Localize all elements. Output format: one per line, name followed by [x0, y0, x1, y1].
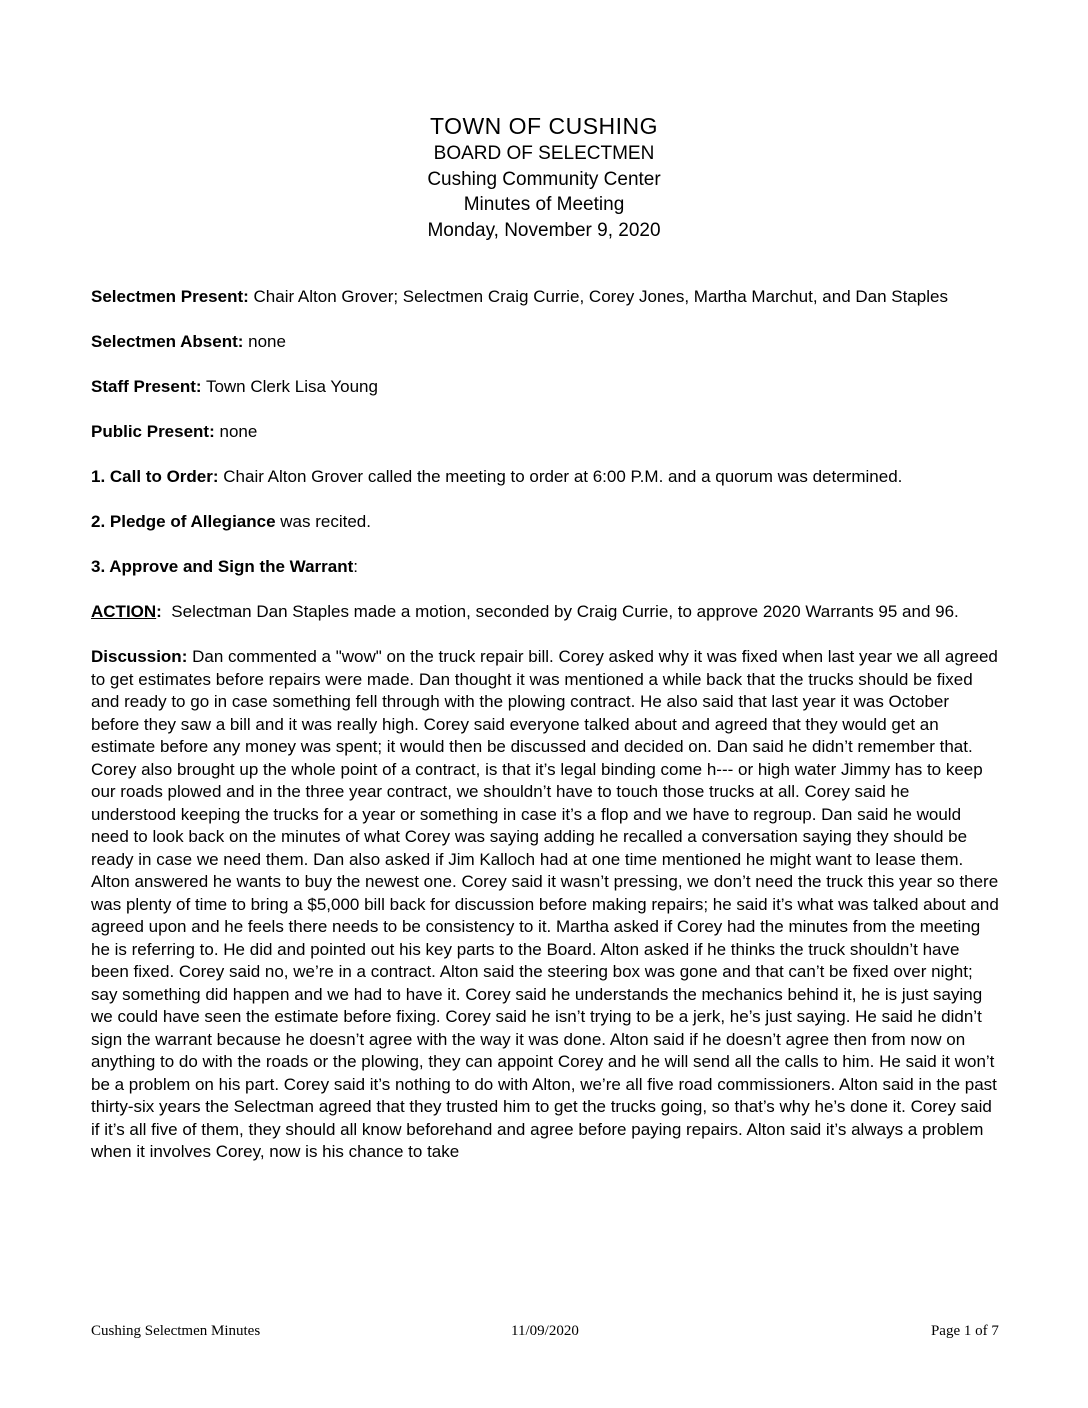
agenda-item-call-to-order: [91, 466, 999, 489]
selectmen-absent-text: none: [243, 332, 286, 351]
doc-subtitle-date: Monday, November 9, 2020: [427, 219, 661, 241]
agenda-item-pledge: [91, 511, 999, 534]
discussion-text: Dan commented a "wow" on the truck repair bill. Corey asked why it was fixed when last year we all agreed to get estimates before repairs were made. Dan thought it was mentioned a while back that the trucks should be fixed and ready to go in case something fell through with the plowing contract. He also said that last year it was October before they saw a bill and it was really high. Corey said everyone talked about and agreed that they would get an estimate before any money was spent; it would then be discussed and decided on. Dan said he didn’t remember that. Corey also brought up the whole point of a contract, is that it’s legal binding come h--- or high water Jimmy has to keep our roads plowed and in the three year contract, we shouldn’t have to touch those trucks at all. Corey said he understood keeping the trucks for a year or something in case it’s a flop and we have to regroup. Dan said he would need to look back on the minutes of what Corey was saying adding he recalled a conversation saying they should be ready in case we need them. Dan also asked if Jim Kalloch had at one time mentioned he might want to lease them. Alton answered he wants to buy the newest one. Corey said it wasn’t pressing, we don’t need the truck this year so there was plenty of time to bring a $5,000 bill back for discussion before making repairs; he said it’s what was talked about and agreed upon and he feels there needs to be consistency to it. Martha asked if Corey had the minutes from the meeting he is referring to. He did and pointed out his key parts to the Board. Alton asked if he thinks the truck shouldn’t have been fixed. Corey said no, we’re in a contract. Alton said the steering box was gone and that can’t be fixed over night; say something did happen and we had to have it. Corey said he understands the mechanics behind it, he is just saying we could have seen the estimate before fixing. Corey said he isn’t trying to be a jerk, he’s just saying. He said he didn’t sign the warrant because he doesn’t agree with the way it was done. Alton said if he doesn’t agree then from now on anything to do with the roads or the plowing, they can appoint Corey and he will send all the calls to him. He said it won’t be a problem on his part. Corey said it’s nothing to do with Alton, we’re all five road commissioners. Alton said in the past thirty-six years the Selectman agreed that they trusted him to get the trucks going, so that’s why he’s done it. Corey said if it’s all five of them, they should all know beforehand and agree before paying repairs. Alton said it’s always a problem when it involves Corey, now is his chance to take: [91, 647, 1004, 1161]
footer-document-name: Cushing Selectmen Minutes: [91, 1323, 261, 1339]
doc-title: TOWN OF CUSHING: [429, 113, 659, 139]
agenda-item-warrant: [91, 556, 999, 579]
public-present-text: none: [214, 422, 258, 441]
warrant-text: :: [353, 557, 359, 576]
discussion-label: Discussion:: [91, 647, 188, 666]
discussion-paragraph: [91, 646, 1004, 1164]
document-footer: [91, 1322, 999, 1341]
pledge-label: 2. Pledge of Allegiance: [91, 512, 276, 531]
action-paragraph: [91, 601, 999, 624]
selectmen-present-paragraph: [91, 286, 999, 309]
action-label: ACTION: [91, 602, 157, 621]
action-text: Selectman Dan Staples made a motion, seconded by Craig Currie, to approve 2020 Warrants 95 and 96.: [161, 602, 959, 621]
selectmen-absent-label: Selectmen Absent:: [91, 332, 244, 351]
selectmen-present-text: Chair Alton Grover; Selectmen Craig Currie, Corey Jones, Martha Marchut, and Dan Staples: [248, 287, 948, 306]
action-colon: :: [156, 602, 162, 621]
pledge-text: was recited.: [275, 512, 371, 531]
staff-present-text: Town Clerk Lisa Young: [201, 377, 378, 396]
call-to-order-label: 1. Call to Order:: [91, 467, 219, 486]
doc-subtitle-board: BOARD OF SELECTMEN: [433, 143, 655, 164]
footer-date: 11/09/2020: [511, 1323, 579, 1339]
selectmen-absent-paragraph: [91, 331, 999, 354]
doc-subtitle-minutes: Minutes of Meeting: [463, 194, 625, 215]
public-present-label: Public Present:: [91, 422, 215, 441]
selectmen-present-label: Selectmen Present:: [91, 287, 249, 306]
doc-subtitle-location: Cushing Community Center: [427, 168, 661, 190]
call-to-order-text: Chair Alton Grover called the meeting to order at 6:00 P.M. and a quorum was determined.: [218, 467, 903, 486]
warrant-label: 3. Approve and Sign the Warrant: [91, 557, 354, 576]
document-body: [91, 286, 1004, 1186]
document-header: [0, 112, 1088, 243]
public-present-paragraph: [91, 421, 999, 444]
staff-present-label: Staff Present:: [91, 377, 202, 396]
footer-page-number: Page 1 of 7: [930, 1323, 999, 1339]
staff-present-paragraph: [91, 376, 999, 399]
